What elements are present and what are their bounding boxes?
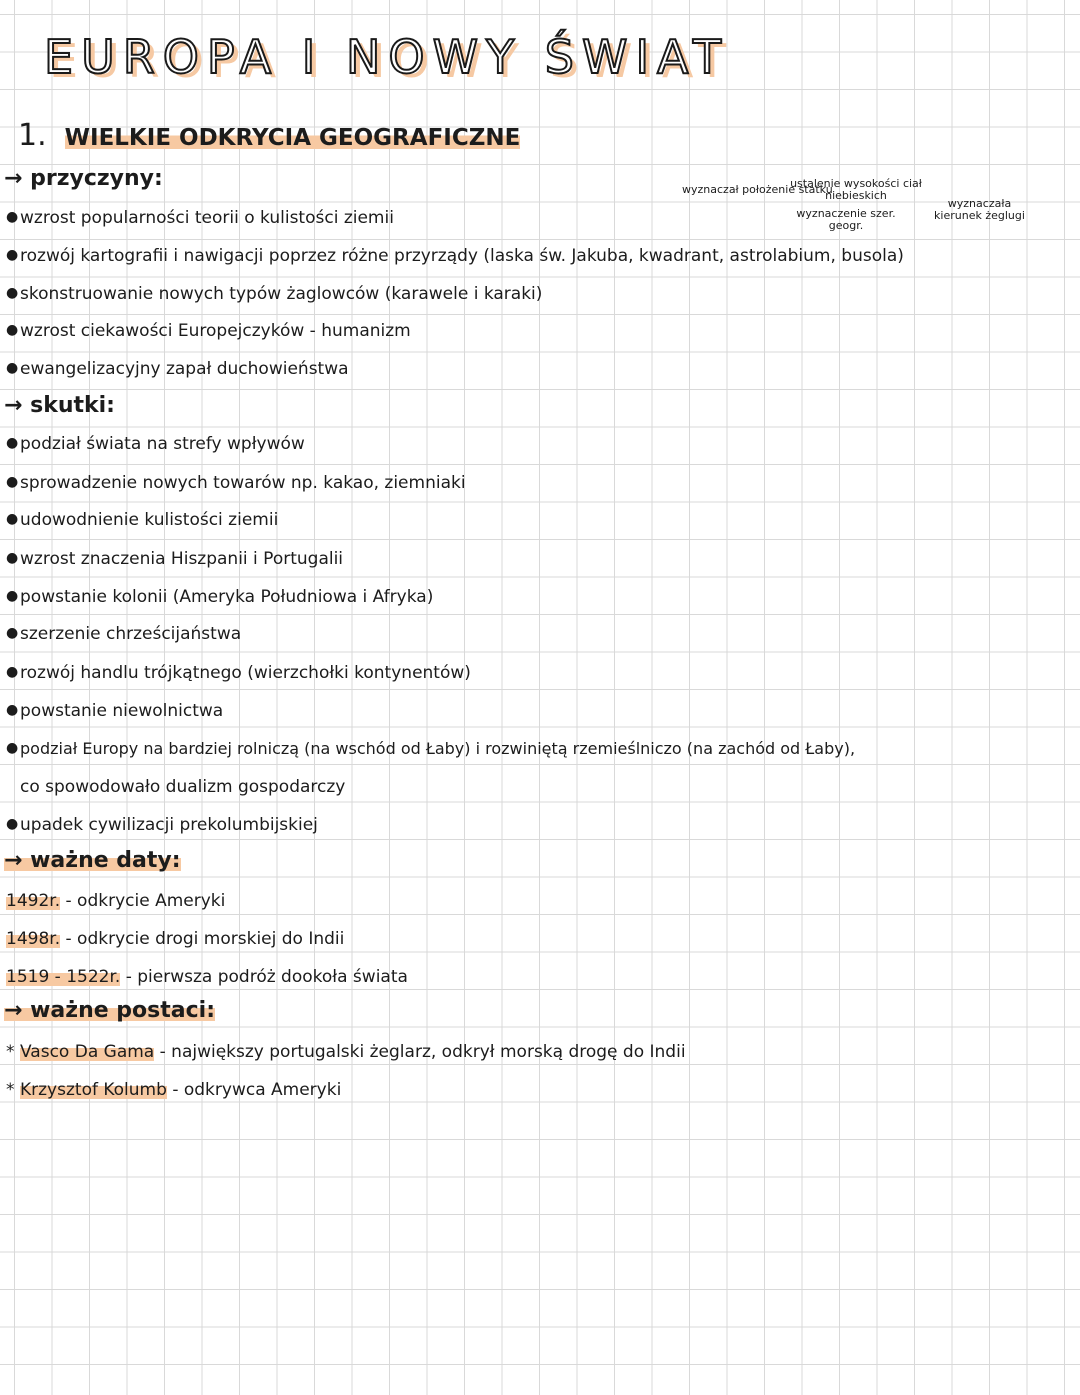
cause-item: ● rozwój kartografii i nawigacji poprzez różne przyrządy (laska św. Jakuba, kwadrant, astrolabium, busola) bbox=[6, 246, 904, 266]
section-heading bbox=[18, 118, 520, 153]
people-heading: → ważne postaci: bbox=[4, 998, 216, 1023]
annotation-heights: ustalenie wysokości ciał niebieskich bbox=[790, 177, 922, 202]
effect-item: ● szerzenie chrześcijaństwa bbox=[6, 624, 242, 644]
cause-item: ● ewangelizacyjny zapał duchowieństwa bbox=[6, 359, 349, 379]
annotation-position: wyznaczał położenie statku bbox=[682, 183, 833, 196]
effect-item: ● sprowadzenie nowych towarów np. kakao, ziemniaki bbox=[6, 473, 466, 493]
person-row: * Vasco Da Gama - największy portugalski żeglarz, odkrył morską drogę do Indii bbox=[6, 1042, 686, 1062]
cause-item: ● skonstruowanie nowych typów żaglowców (karawele i karaki) bbox=[6, 284, 543, 304]
person-name: Krzysztof Kolumb bbox=[20, 1080, 167, 1100]
cause-item: ● wzrost ciekawości Europejczyków - humanizm bbox=[6, 321, 411, 341]
causes-heading: → przyczyny: bbox=[4, 166, 163, 191]
person-name: Vasco Da Gama bbox=[20, 1042, 155, 1062]
effect-item: ● powstanie kolonii (Ameryka Południowa i Afryka) bbox=[6, 587, 434, 607]
effect-item: ● powstanie niewolnictwa bbox=[6, 701, 224, 721]
effect-item: ● upadek cywilizacji prekolumbijskiej bbox=[6, 815, 318, 835]
effect-item: ● podział świata na strefy wpływów bbox=[6, 434, 305, 454]
person-row: * Krzysztof Kolumb - odkrywca Ameryki bbox=[6, 1080, 342, 1100]
effect-item: ● udowodnienie kulistości ziemii bbox=[6, 510, 279, 530]
effect-item-continuation: co spowodowało dualizm gospodarczy bbox=[20, 777, 346, 797]
date-row: 1492r. - odkrycie Ameryki bbox=[6, 891, 226, 911]
section-number: 1. bbox=[18, 118, 47, 153]
date-value: 1498r. bbox=[6, 929, 61, 949]
dates-heading: → ważne daty: bbox=[4, 848, 181, 873]
date-row: 1519 - 1522r. - pierwsza podróż dookoła świata bbox=[6, 967, 408, 987]
date-value: 1519 - 1522r. bbox=[6, 967, 121, 987]
page-title: EUROPA I NOWY ŚWIAT bbox=[44, 30, 730, 84]
cause-item: ● wzrost popularności teorii o kulistości ziemii bbox=[6, 208, 394, 228]
annotation-direction: wyznaczała kierunek żeglugi bbox=[934, 197, 1025, 222]
effect-item: ● podział Europy na bardziej rolniczą (na wschód od Łaby) i rozwiniętą rzemieślniczo (na zachód od Łaby), bbox=[6, 739, 856, 758]
effect-item: ● rozwój handlu trójkątnego (wierzchołki kontynentów) bbox=[6, 663, 471, 683]
section-title: WIELKIE ODKRYCIA GEOGRAFICZNE bbox=[64, 125, 521, 151]
date-value: 1492r. bbox=[6, 891, 61, 911]
effect-item: ● wzrost znaczenia Hiszpanii i Portugalii bbox=[6, 549, 344, 569]
annotation-latitude: wyznaczenie szer. geogr. bbox=[796, 207, 896, 232]
date-row: 1498r. - odkrycie drogi morskiej do Indii bbox=[6, 929, 345, 949]
effects-heading: → skutki: bbox=[4, 393, 115, 418]
